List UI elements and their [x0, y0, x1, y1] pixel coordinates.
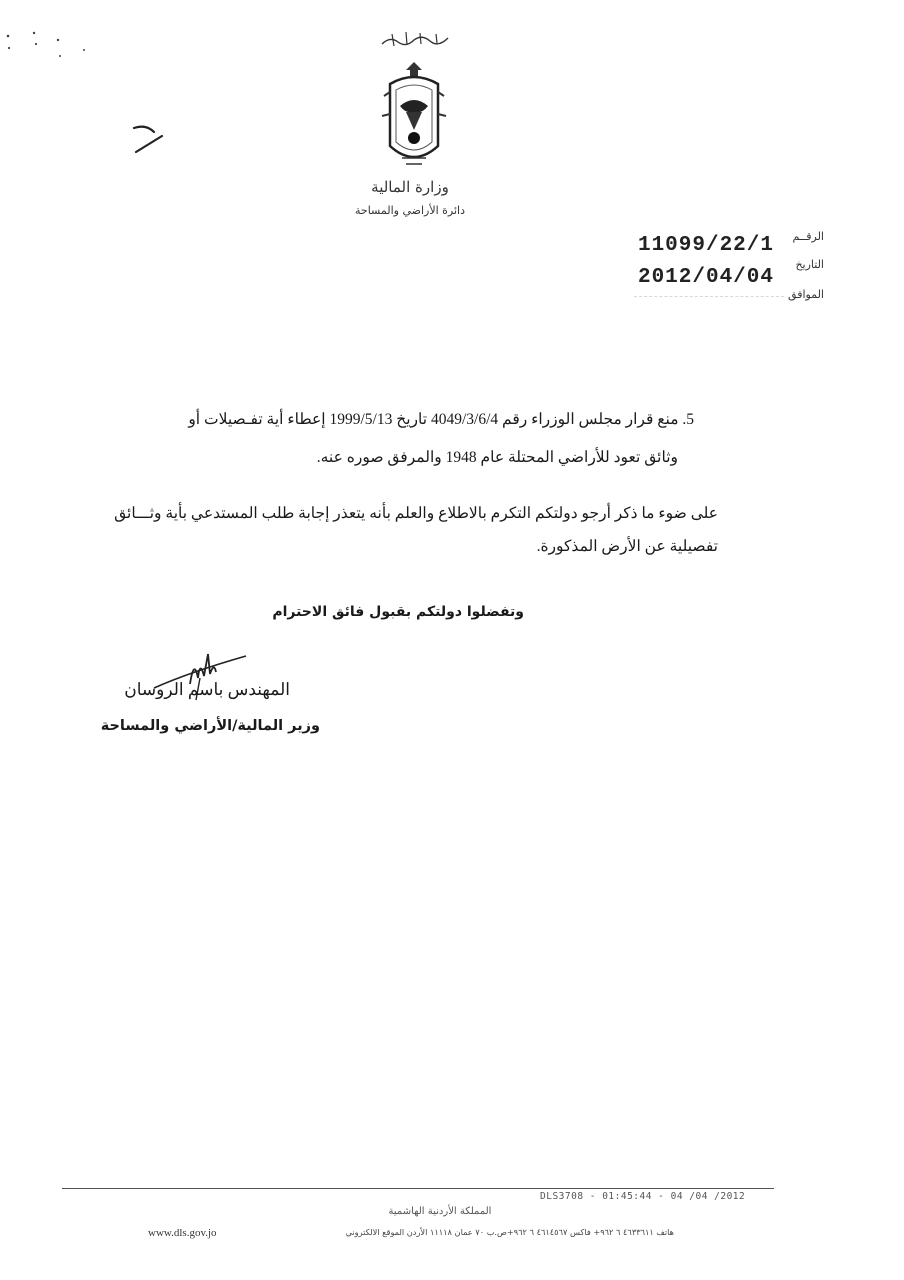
point-5-line-2: وثائق تعود للأراضي المحتلة عام 1948 والمرفق صوره عنه.: [316, 449, 678, 466]
hijri-blank-line: [634, 296, 784, 297]
point-5-line-1: 5. منع قرار مجلس الوزراء رقم 4049/3/6/4 تاريخ 1999/5/13 إعطاء أية تفـصيلات أو: [188, 411, 694, 428]
footer-kingdom: المملكة الأردنية الهاشمية: [388, 1206, 492, 1217]
signer-title: وزير المالية/الأراضي والمساحة: [100, 718, 320, 734]
signer-name: المهندس باسم الروسان: [124, 680, 290, 699]
department-name: دائرة الأراضي والمساحة: [355, 204, 465, 217]
scan-noise: [0, 30, 110, 70]
reference-block: [620, 228, 840, 308]
footer-divider: [62, 1188, 774, 1189]
reference-number-label: الرقــم: [792, 230, 824, 243]
reference-date-label: التاريخ: [795, 258, 824, 271]
closing-salutation: وتفضلوا دولتكم بقبول فائق الاحترام: [272, 604, 524, 620]
jordan-coat-of-arms-icon: [376, 56, 452, 176]
reference-hijri-label: الموافق: [788, 288, 824, 301]
reference-date: 2012/04/04: [637, 266, 774, 289]
handwritten-mark-icon: [128, 120, 176, 160]
footer-website: www.dls.gov.jo: [148, 1227, 217, 1239]
ministry-name: وزارة المالية: [371, 178, 449, 196]
conclusion-line-1: على ضوء ما ذكر أرجو دولتكم التكرم بالاطلاع والعلم بأنه يتعذر إجابة طلب المستدعي بأية وثـــائق: [114, 505, 718, 522]
footer-contact: هاتف ٤٦٣٣٦١١ ٦ ٩٦٢+ فاكس ٤٦١٤٥٦٧ ٦ ٩٦٢+ص.ب ٧٠ عمان ١١١١٨ الأردن الموقع الالكتروني: [345, 1227, 674, 1237]
conclusion-line-2: تفصيلية عن الأرض المذكورة.: [536, 538, 718, 555]
letterhead: [330, 26, 500, 216]
reference-number: 11099/22/1: [637, 234, 774, 257]
fax-timestamp: DLS3708 - 01:45:44 - 04 /04 /2012: [540, 1191, 746, 1202]
royal-calligraphy-logo: [380, 28, 450, 50]
